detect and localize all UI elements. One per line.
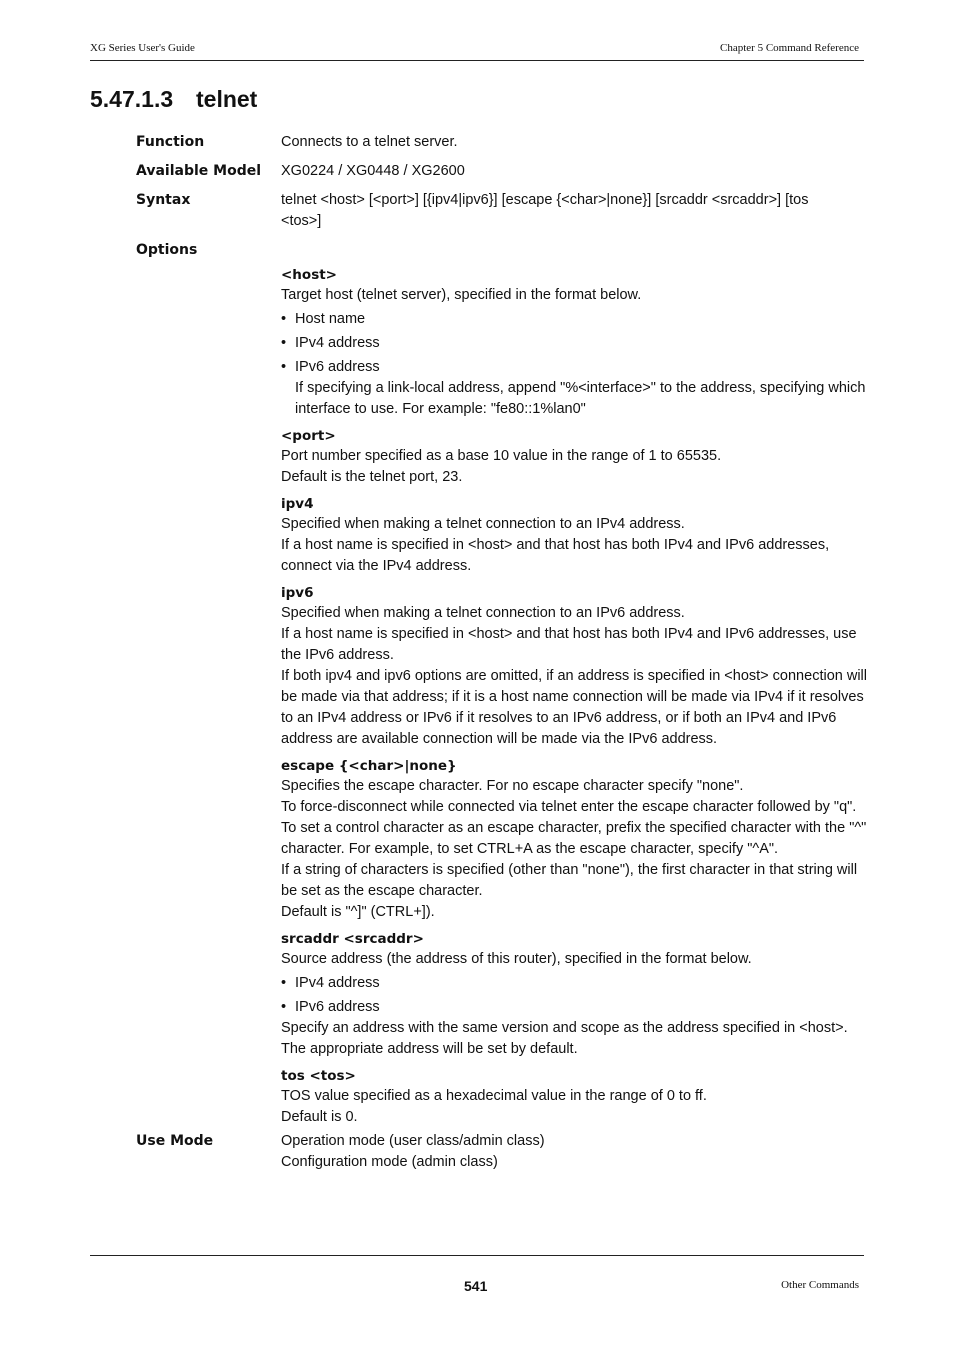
list-item-text: IPv4 address: [295, 335, 380, 351]
option-ipv6-omitted-note: If both ipv4 and ipv6 options are omitted, if an address is specified in <host> connection will be made via that address; if it is a host name connection will be made via IPv4 if it resolves to an IPv4 address or IPv6 if it resolves to an IPv6 address, or if both an IPv4 and IPv6 address are available connection will be made via the IPv6 address.: [281, 668, 867, 747]
option-ipv6-note: If a host name is specified in <host> and that host has both IPv4 and IPv6 addresses, use the IPv6 address.: [281, 626, 857, 663]
header-rule: [90, 60, 864, 61]
option-host-name: <host>: [281, 267, 337, 283]
footer-section-title: Other Commands: [781, 1279, 859, 1291]
list-item: [281, 973, 871, 994]
option-ipv6-name: ipv6: [281, 585, 314, 601]
option-srcaddr-desc: Source address (the address of this router), specified in the format below.: [281, 951, 752, 967]
header-guide-title: XG Series User's Guide: [90, 42, 195, 54]
syntax-label: Syntax: [136, 192, 191, 208]
option-port-name: <port>: [281, 428, 336, 444]
list-item-text: IPv6 address: [295, 359, 380, 375]
option-host-desc: Target host (telnet server), specified in the format below.: [281, 287, 642, 303]
use-mode-label: Use Mode: [136, 1133, 214, 1149]
available-model-label: Available Model: [136, 163, 262, 179]
list-item: [281, 333, 871, 354]
option-host-ipv6-note: If specifying a link-local address, append "%<interface>" to the address, specifying which interface to use. For example: "fe80::1%lan0": [295, 380, 866, 417]
list-item-text: IPv6 address: [295, 999, 380, 1015]
options-label: Options: [136, 242, 198, 258]
list-item-text: Host name: [295, 311, 366, 327]
syntax-text: telnet <host> [<port>] [{ipv4|ipv6}] [escape {<char>|none}] [srcaddr <srcaddr>] [tos <tos>]: [281, 192, 809, 229]
options-block: [281, 265, 871, 1128]
available-model-text: XG0224 / XG0448 / XG2600: [281, 163, 465, 179]
section-heading: [90, 86, 257, 113]
list-item: [281, 309, 871, 330]
bullet-icon: •: [281, 999, 287, 1015]
bullet-icon: •: [281, 335, 287, 351]
use-mode-line: Operation mode (user class/admin class): [281, 1133, 545, 1149]
option-escape-name: escape {<char>|none}: [281, 758, 457, 774]
use-mode-block: [281, 1131, 871, 1173]
option-tos-name: tos <tos>: [281, 1068, 356, 1084]
option-srcaddr-default: The appropriate address will be set by default.: [281, 1041, 578, 1057]
section-number: 5.47.1.3: [90, 86, 174, 112]
option-port-desc: Port number specified as a base 10 value in the range of 1 to 65535.: [281, 448, 722, 464]
use-mode-line: Configuration mode (admin class): [281, 1154, 498, 1170]
option-ipv4-name: ipv4: [281, 496, 314, 512]
option-srcaddr-scope: Specify an address with the same version and scope as the address specified in <host>.: [281, 1020, 848, 1036]
option-escape-string: If a string of characters is specified (other than "none"), the first character in that string will be set as the escape character.: [281, 862, 858, 899]
bullet-icon: •: [281, 975, 287, 991]
option-escape-default: Default is "^]" (CTRL+]).: [281, 904, 435, 920]
bullet-icon: •: [281, 359, 287, 375]
function-text: Connects to a telnet server.: [281, 134, 458, 150]
option-tos-default: Default is 0.: [281, 1109, 358, 1125]
option-tos-desc: TOS value specified as a hexadecimal value in the range of 0 to ff.: [281, 1088, 707, 1104]
option-ipv4-desc: Specified when making a telnet connection to an IPv4 address.: [281, 516, 685, 532]
list-item: [281, 357, 871, 378]
section-title: telnet: [196, 86, 258, 112]
list-item-text: IPv4 address: [295, 975, 380, 991]
function-label: Function: [136, 134, 205, 150]
footer-rule: [90, 1255, 864, 1256]
option-escape-desc: Specifies the escape character. For no escape character specify "none".: [281, 778, 744, 794]
list-item: [281, 997, 871, 1018]
bullet-icon: •: [281, 311, 287, 327]
page-number: 541: [464, 1278, 488, 1294]
header-chapter-title: Chapter 5 Command Reference: [720, 42, 859, 54]
option-srcaddr-name: srcaddr <srcaddr>: [281, 931, 424, 947]
option-escape-control: To set a control character as an escape character, prefix the specified character with the "^" character. For example, to set CTRL+A as the escape character, specify "^A".: [281, 820, 867, 857]
option-ipv6-desc: Specified when making a telnet connection to an IPv6 address.: [281, 605, 685, 621]
option-port-default: Default is the telnet port, 23.: [281, 469, 463, 485]
option-escape-disconnect: To force-disconnect while connected via telnet enter the escape character followed by "q".: [281, 799, 857, 815]
option-ipv4-note: If a host name is specified in <host> and that host has both IPv4 and IPv6 addresses, connect via the IPv4 address.: [281, 537, 830, 574]
